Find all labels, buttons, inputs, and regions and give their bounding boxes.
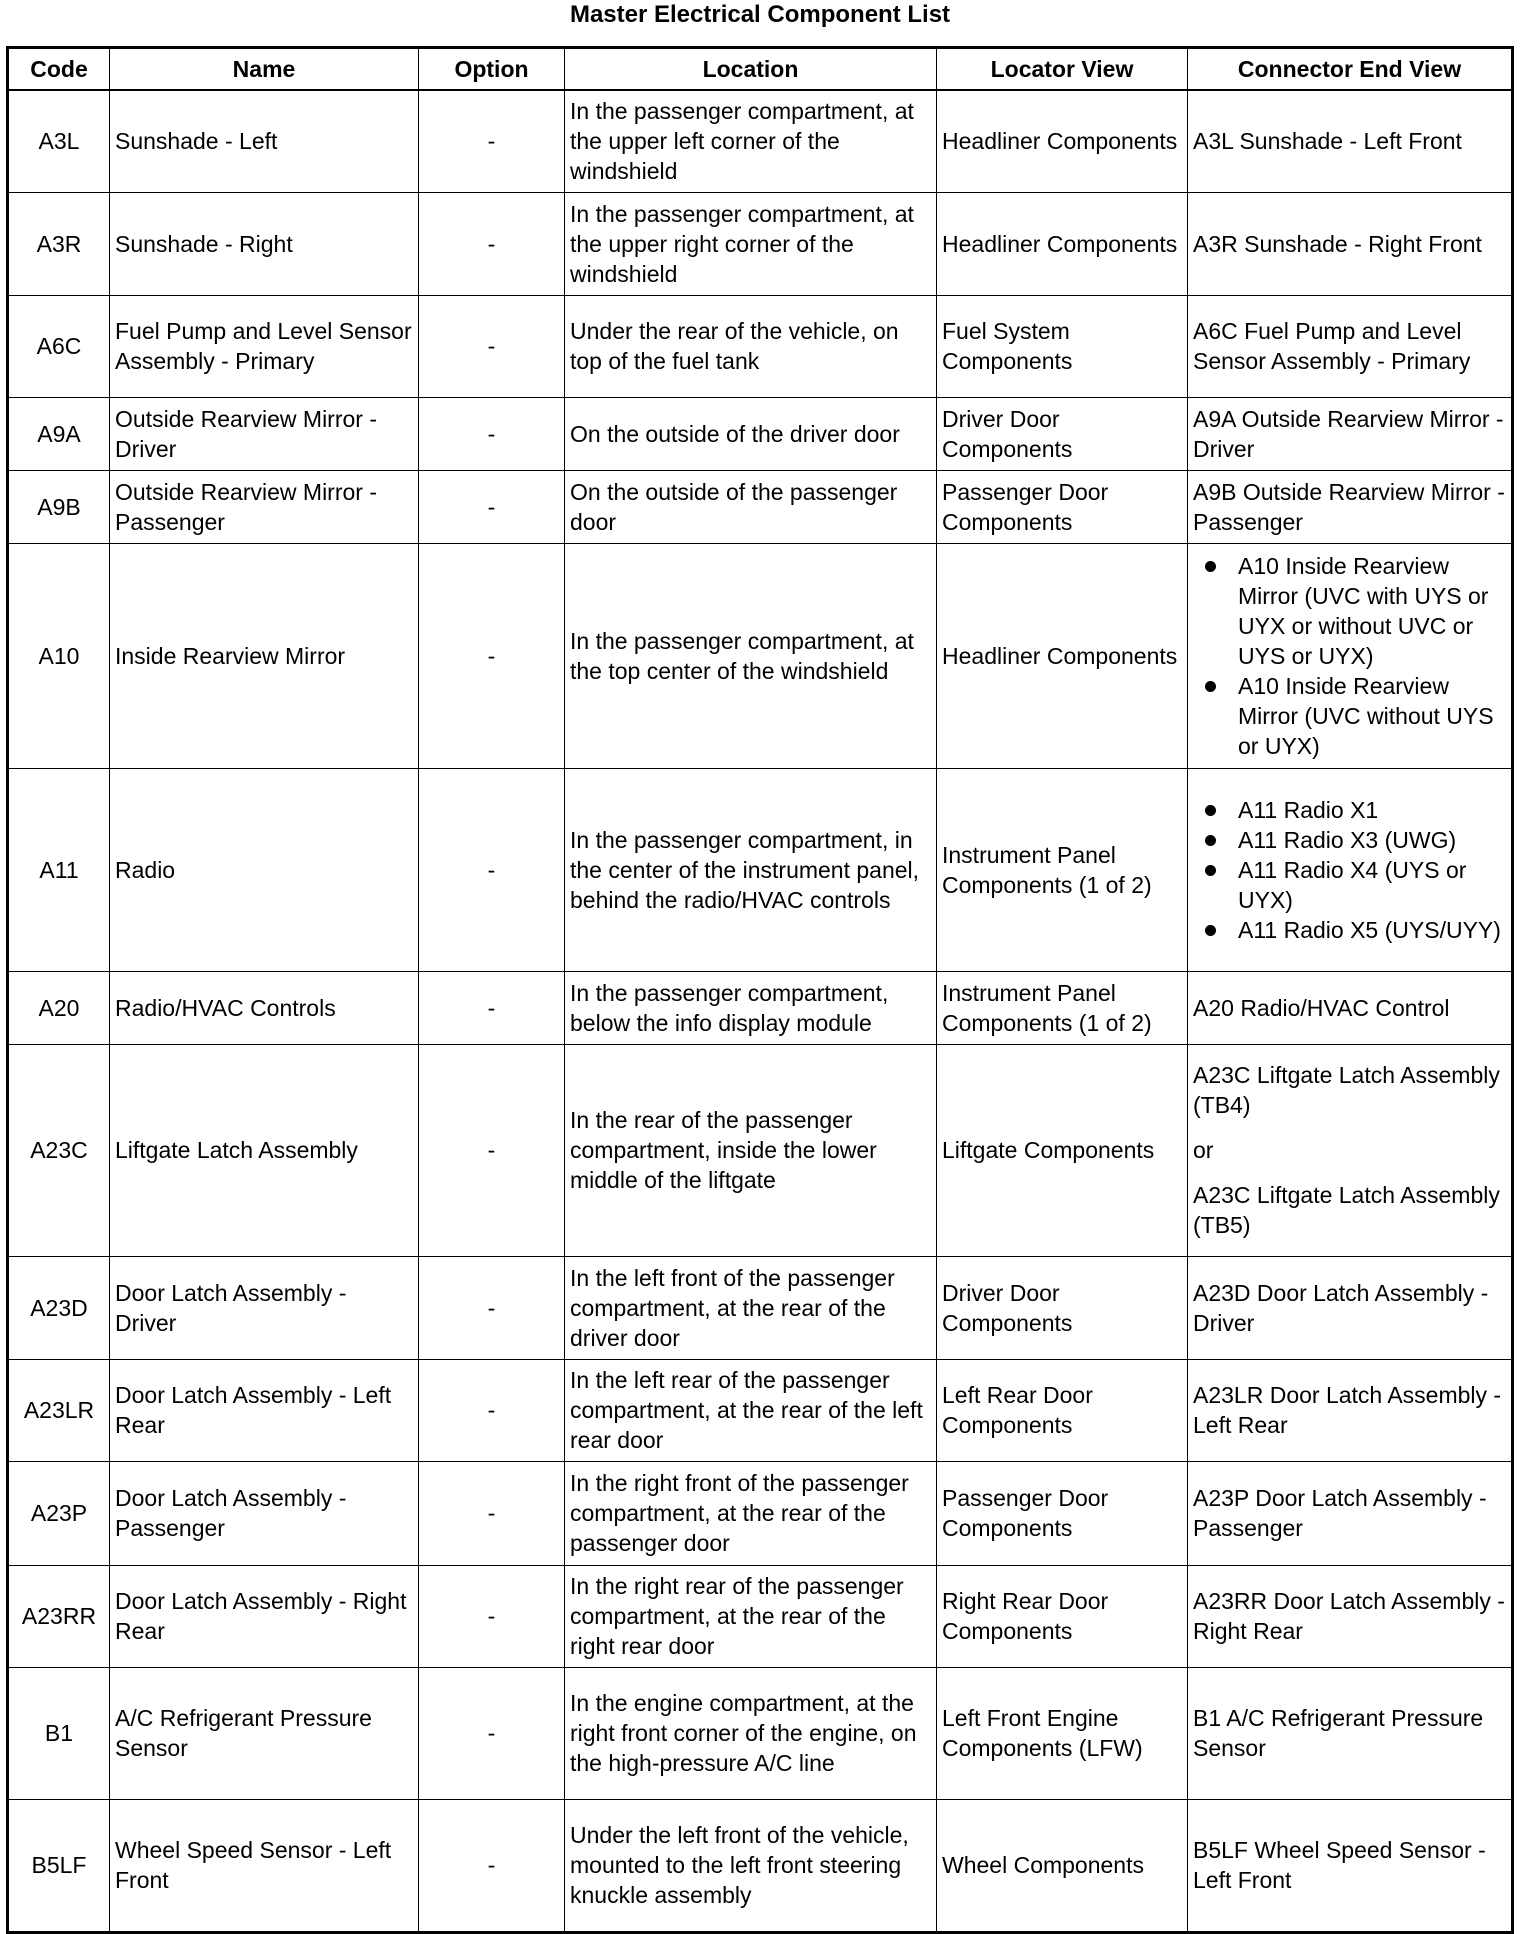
option-cell: - (419, 470, 565, 543)
code-cell: A23D (8, 1256, 110, 1359)
option-cell: - (419, 1565, 565, 1667)
location-cell: In the left front of the passenger compartment, at the rear of the driver door (565, 1256, 937, 1359)
connector-end-view-cell (1188, 543, 1513, 768)
location-cell: In the passenger compartment, below the info display module (565, 971, 937, 1044)
connector-item: A10 Inside Rearview Mirror (UVC without UYS or UYX) (1238, 671, 1506, 761)
location-cell: Under the rear of the vehicle, on top of the fuel tank (565, 295, 937, 397)
code-cell: A9A (8, 397, 110, 470)
locator-view-cell: Headliner Components (937, 192, 1188, 295)
connector-item: A23RR Door Latch Assembly - Right Rear (1193, 1588, 1505, 1644)
locator-view-cell: Right Rear Door Components (937, 1565, 1188, 1667)
table-row (8, 1359, 1513, 1461)
connector-item: or (1193, 1137, 1214, 1163)
page-title: Master Electrical Component List (569, 1, 951, 28)
locator-view-cell: Passenger Door Components (937, 470, 1188, 543)
location-cell: In the passenger compartment, at the upper right corner of the windshield (565, 192, 937, 295)
table-row (8, 295, 1513, 397)
option-cell: - (419, 192, 565, 295)
location-cell: On the outside of the driver door (565, 397, 937, 470)
location-cell: In the engine compartment, at the right front corner of the engine, on the high-pressure A/C line (565, 1667, 937, 1799)
connector-end-view-cell (1188, 768, 1513, 971)
code-cell: A3L (8, 90, 110, 192)
option-cell: - (419, 971, 565, 1044)
location-cell: In the passenger compartment, at the upper left corner of the windshield (565, 90, 937, 192)
connector-item: A11 Radio X4 (UYS or UYX) (1238, 855, 1506, 915)
location-cell: In the rear of the passenger compartment, inside the lower middle of the liftgate (565, 1044, 937, 1256)
location-cell: In the left rear of the passenger compartment, at the rear of the left rear door (565, 1359, 937, 1461)
connector-end-view-cell (1188, 295, 1513, 397)
name-cell: Outside Rearview Mirror - Driver (110, 397, 419, 470)
code-cell: A6C (8, 295, 110, 397)
connector-item: A23D Door Latch Assembly - Driver (1193, 1279, 1489, 1336)
connector-end-view-cell (1188, 1359, 1513, 1461)
option-cell: - (419, 295, 565, 397)
code-cell: B1 (8, 1667, 110, 1799)
connector-item: A11 Radio X5 (UYS/UYY) (1238, 915, 1506, 945)
code-cell: A20 (8, 971, 110, 1044)
table-header (8, 48, 1513, 91)
locator-view-cell: Headliner Components (937, 543, 1188, 768)
location-cell: In the right rear of the passenger compartment, at the rear of the right rear door (565, 1565, 937, 1667)
table-row (8, 1044, 1513, 1256)
option-cell: - (419, 1044, 565, 1256)
option-cell: - (419, 90, 565, 192)
name-cell: Sunshade - Right (110, 192, 419, 295)
code-cell: A23LR (8, 1359, 110, 1461)
locator-view-cell: Left Front Engine Components (LFW) (937, 1667, 1188, 1799)
connector-item: B5LF Wheel Speed Sensor - Left Front (1193, 1837, 1486, 1893)
option-cell: - (419, 543, 565, 768)
locator-view-cell: Fuel System Components (937, 295, 1188, 397)
connector-item: A23C Liftgate Latch Assembly (TB4) (1193, 1062, 1500, 1118)
connector-end-view-cell (1188, 1799, 1513, 1932)
connector-end-view-cell (1188, 192, 1513, 295)
connector-item: A23P Door Latch Assembly - Passenger (1193, 1485, 1487, 1541)
table-row (8, 1667, 1513, 1799)
locator-view-cell: Headliner Components (937, 90, 1188, 192)
connector-end-view-cell (1188, 1565, 1513, 1667)
locator-view-cell: Liftgate Components (937, 1044, 1188, 1256)
name-cell: Fuel Pump and Level Sensor Assembly - Primary (110, 295, 419, 397)
code-cell: A9B (8, 470, 110, 543)
connector-end-view-cell (1188, 1461, 1513, 1565)
locator-view-cell: Driver Door Components (937, 397, 1188, 470)
table-row (8, 470, 1513, 543)
connector-end-view-cell (1188, 1256, 1513, 1359)
table-row (8, 1461, 1513, 1565)
code-cell: A11 (8, 768, 110, 971)
locator-view-cell: Instrument Panel Components (1 of 2) (937, 971, 1188, 1044)
location-cell: Under the left front of the vehicle, mounted to the left front steering knuckle assembly (565, 1799, 937, 1932)
name-cell: Door Latch Assembly - Right Rear (110, 1565, 419, 1667)
connector-item: A6C Fuel Pump and Level Sensor Assembly - Primary (1193, 318, 1471, 374)
locator-view-cell: Instrument Panel Components (1 of 2) (937, 768, 1188, 971)
option-cell: - (419, 768, 565, 971)
connector-item: A3L Sunshade - Left Front (1193, 128, 1462, 155)
name-cell: Sunshade - Left (110, 90, 419, 192)
table-row (8, 90, 1513, 192)
connector-item: A20 Radio/HVAC Control (1193, 994, 1450, 1021)
connector-item: A23LR Door Latch Assembly - Left Rear (1193, 1382, 1502, 1438)
connector-item: A10 Inside Rearview Mirror (UVC with UYS or UYX or without UVC or UYS or UYX) (1238, 551, 1506, 671)
code-cell: A23P (8, 1461, 110, 1565)
connector-end-view-cell (1188, 1667, 1513, 1799)
connector-end-view-cell (1188, 971, 1513, 1044)
table-row (8, 971, 1513, 1044)
locator-view-cell: Left Rear Door Components (937, 1359, 1188, 1461)
table-row (8, 1256, 1513, 1359)
column-header: Connector End View (1188, 48, 1513, 91)
code-cell: A3R (8, 192, 110, 295)
name-cell: Outside Rearview Mirror - Passenger (110, 470, 419, 543)
table-row (8, 768, 1513, 971)
name-cell: Door Latch Assembly - Passenger (110, 1461, 419, 1565)
connector-end-view-cell (1188, 90, 1513, 192)
table-row (8, 397, 1513, 470)
table-row (8, 1799, 1513, 1932)
option-cell: - (419, 1256, 565, 1359)
locator-view-cell: Wheel Components (937, 1799, 1188, 1932)
name-cell: Inside Rearview Mirror (110, 543, 419, 768)
connector-end-view-cell (1188, 397, 1513, 470)
connector-end-view-cell (1188, 470, 1513, 543)
location-cell: On the outside of the passenger door (565, 470, 937, 543)
name-cell: Radio/HVAC Controls (110, 971, 419, 1044)
table-row (8, 543, 1513, 768)
name-cell: Liftgate Latch Assembly (110, 1044, 419, 1256)
option-cell: - (419, 397, 565, 470)
connector-item: A9A Outside Rearview Mirror - Driver (1193, 405, 1504, 462)
connector-item: B1 A/C Refrigerant Pressure Sensor (1193, 1705, 1484, 1761)
component-table (6, 46, 1514, 1934)
column-header: Location (565, 48, 937, 91)
location-cell: In the right front of the passenger compartment, at the rear of the passenger door (565, 1461, 937, 1565)
code-cell: B5LF (8, 1799, 110, 1932)
name-cell: Radio (110, 768, 419, 971)
option-cell: - (419, 1359, 565, 1461)
connector-end-view-cell (1188, 1044, 1513, 1256)
column-header: Code (8, 48, 110, 91)
code-cell: A10 (8, 543, 110, 768)
connector-item: A11 Radio X3 (UWG) (1238, 825, 1506, 855)
code-cell: A23C (8, 1044, 110, 1256)
option-cell: - (419, 1461, 565, 1565)
name-cell: Wheel Speed Sensor - Left Front (110, 1799, 419, 1932)
location-cell: In the passenger compartment, in the center of the instrument panel, behind the radio/HVAC controls (565, 768, 937, 971)
locator-view-cell: Driver Door Components (937, 1256, 1188, 1359)
code-cell: A23RR (8, 1565, 110, 1667)
connector-item: A11 Radio X1 (1238, 795, 1506, 825)
column-header: Name (110, 48, 419, 91)
option-cell: - (419, 1799, 565, 1932)
location-cell: In the passenger compartment, at the top center of the windshield (565, 543, 937, 768)
table-row (8, 192, 1513, 295)
column-header: Locator View (937, 48, 1188, 91)
table-row (8, 1565, 1513, 1667)
name-cell: Door Latch Assembly - Driver (110, 1256, 419, 1359)
connector-item: A9B Outside Rearview Mirror - Passenger (1193, 478, 1505, 535)
name-cell: A/C Refrigerant Pressure Sensor (110, 1667, 419, 1799)
column-header: Option (419, 48, 565, 91)
option-cell: - (419, 1667, 565, 1799)
locator-view-cell: Passenger Door Components (937, 1461, 1188, 1565)
name-cell: Door Latch Assembly - Left Rear (110, 1359, 419, 1461)
connector-item: A3R Sunshade - Right Front (1193, 230, 1482, 257)
connector-item: A23C Liftgate Latch Assembly (TB5) (1193, 1182, 1500, 1238)
